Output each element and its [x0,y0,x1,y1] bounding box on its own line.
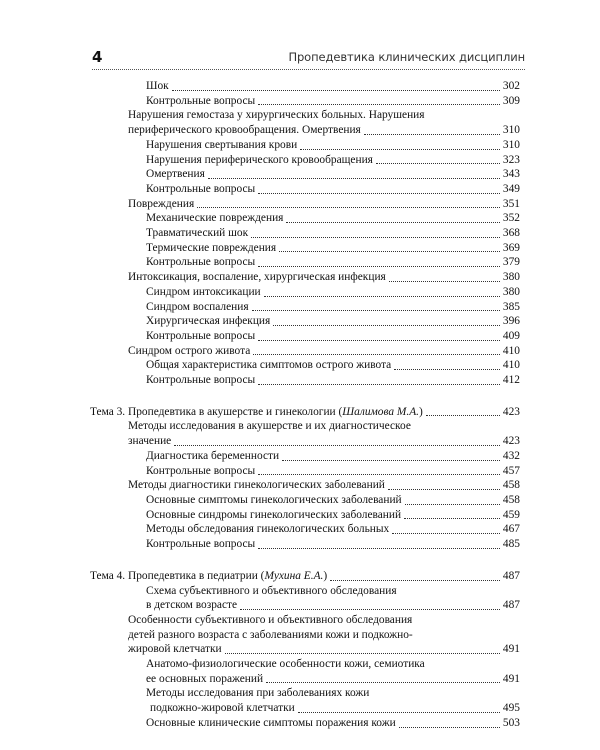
toc-title: Хирургическая инфекция [146,315,271,328]
toc-page: 458 [502,493,520,506]
toc-page: 485 [502,538,520,551]
toc-page: 487 [502,569,520,582]
toc-entry-control-questions[interactable] [90,464,520,479]
toc-entry-inflammation-syndrome[interactable] [90,300,520,315]
toc-title: Общая характеристика симптомов острого живота [146,359,392,372]
toc-page: 459 [502,508,520,521]
toc-page: 349 [502,182,520,195]
dot-leader [258,266,500,267]
toc-title: Основные симптомы гинекологических заболеваний [146,493,402,506]
dot-leader [258,104,500,105]
toc-title: значение [128,435,172,448]
toc-page: 412 [502,374,520,387]
topic-prefix: Тема 3. Пропедевтика в акушерстве и гинекологии ( [90,405,343,418]
dot-leader [389,281,500,282]
topic-author: Мухина Е.А. [264,569,324,582]
dot-leader [388,489,500,490]
toc-page: 458 [502,479,520,492]
dot-leader [266,682,500,683]
table-of-contents [90,79,520,731]
toc-page: 491 [502,643,520,656]
toc-page: 379 [502,256,520,269]
dot-leader [264,296,500,297]
toc-title: Контрольные вопросы [146,182,256,195]
page-number: 4 [92,48,103,66]
dot-leader [240,609,500,610]
toc-entry-hemostasis-line1[interactable]: Нарушения гемостаза у хирургических больных. Нарушения [128,109,425,122]
toc-entry-control-questions[interactable] [90,255,520,270]
toc-entry-thermal-injuries[interactable] [90,241,520,256]
toc-title: Контрольные вопросы [146,256,256,269]
toc-title: Контрольные вопросы [146,464,256,477]
toc-title: Контрольные вопросы [146,94,256,107]
toc-page: 491 [502,672,520,685]
toc-entry-surgical-infection[interactable] [90,314,520,329]
dot-leader [172,90,500,91]
dot-leader [298,712,500,713]
toc-title: Диагностика беременности [146,449,280,462]
topic-suffix: ) [419,405,423,418]
dot-leader [394,369,500,370]
toc-entry-topic-4[interactable] [90,569,520,584]
toc-entry-pregnancy-diagnosis[interactable] [90,449,520,464]
dot-leader [258,548,500,549]
dot-leader [330,580,500,581]
toc-page: 323 [502,153,520,166]
toc-title: жировой клетчатки [128,643,222,656]
toc-page: 343 [502,168,520,181]
dot-leader [392,533,500,534]
toc-entry-acute-abdomen[interactable] [90,344,520,359]
toc-page: 369 [502,241,520,254]
dot-leader [399,727,500,728]
toc-entry-gynecologic-diagnostics[interactable] [90,478,520,493]
toc-title: Контрольные вопросы [146,329,256,342]
dot-leader [208,178,500,179]
toc-title: Интоксикация, воспаление, хирургическая инфекция [128,271,386,284]
toc-title: Механические повреждения [146,212,284,225]
dot-leader [258,193,500,194]
page-header [92,48,525,68]
toc-entry-intoxication[interactable] [90,270,520,285]
toc-entry-exam-features-line1[interactable]: Особенности субъективного и объективного обследования [128,613,413,626]
dot-leader [252,310,500,311]
dot-leader [404,518,500,519]
toc-title: Шок [146,80,169,92]
toc-entry-gynecologic-exam[interactable] [90,522,520,537]
toc-title: Синдром воспаления [146,300,249,313]
toc-page: 380 [502,285,520,298]
dot-leader [174,445,500,446]
toc-entry-blood-coagulation[interactable] [90,138,520,153]
toc-entry-gynecologic-syndromes[interactable] [90,508,520,523]
toc-title: Методы диагностики гинекологических заболеваний [128,479,385,492]
toc-entry-hemostasis[interactable] [90,123,520,138]
dot-leader [258,340,500,341]
section-gap [90,552,520,569]
toc-entry-control-questions[interactable] [90,373,520,388]
toc-title: Контрольные вопросы [146,538,256,551]
toc-title: ее основных поражений [146,672,264,685]
toc-entry-mechanical-injuries[interactable] [90,211,520,226]
dot-leader [426,415,500,416]
dot-leader [282,460,500,461]
toc-page: 410 [502,344,520,357]
toc-entry-topic-3[interactable] [90,405,520,420]
toc-page: 368 [502,227,520,240]
toc-entry-control-questions[interactable] [90,329,520,344]
toc-title: Травматический шок [146,227,249,240]
header-rule [92,69,525,70]
toc-entry-obstetric-methods-line1[interactable]: Методы исследования в акушерстве и их диагностическое [128,420,411,433]
toc-page: 487 [502,599,520,612]
dot-leader [225,653,500,654]
dot-leader [258,384,500,385]
toc-page: 385 [502,300,520,313]
toc-page: 410 [502,359,520,372]
section-gap [90,388,520,405]
toc-entry-shock[interactable] [90,79,520,94]
toc-title: Синдром интоксикации [146,285,261,298]
toc-page: 432 [502,449,520,462]
toc-page: 380 [502,271,520,284]
toc-entry-acute-abdomen-general[interactable] [90,358,520,373]
toc-entry-exam-scheme[interactable] [90,598,520,613]
toc-title [90,569,327,584]
toc-title: Омертвения [146,168,205,181]
toc-page: 351 [502,197,520,210]
dot-leader [251,237,500,238]
toc-entry-control-questions[interactable] [90,537,520,552]
topic-prefix: Тема 4. Пропедевтика в педиатрии ( [90,569,265,582]
dot-leader [273,325,500,326]
toc-page: 310 [502,124,520,137]
toc-title [90,405,423,420]
toc-entry-exam-scheme-line1[interactable]: Схема субъективного и объективного обследования [146,584,397,597]
toc-entry-skin-anatomy[interactable] [90,672,520,687]
toc-page: 495 [502,702,520,715]
toc-entry-control-questions[interactable] [90,182,520,197]
topic-suffix: ) [323,569,328,582]
toc-entry-control-questions[interactable] [90,94,520,109]
toc-entry-necrosis[interactable] [90,167,520,182]
running-title: Пропедевтика клинических дисциплин [288,50,525,64]
toc-page: 457 [502,464,520,477]
toc-title: Основные клинические симптомы поражения кожи [146,716,396,729]
dot-leader [197,207,500,208]
toc-entry-peripheral-circulation[interactable] [90,153,520,168]
toc-page: 467 [502,523,520,536]
toc-entry-skin-methods[interactable] [90,701,520,716]
toc-entry-skin-symptoms[interactable] [90,716,520,731]
dot-leader [286,222,500,223]
toc-page: 409 [502,329,520,342]
toc-entry-obstetric-methods[interactable] [90,434,520,449]
toc-page: 309 [502,94,520,107]
toc-page: 352 [502,212,520,225]
toc-page: 310 [502,138,520,151]
toc-title: Термические повреждения [146,241,277,254]
toc-title: Повреждения [128,197,195,210]
toc-entry-gynecologic-symptoms[interactable] [90,493,520,508]
toc-page: 302 [502,80,520,92]
toc-page: 503 [502,716,520,729]
toc-entry-intoxication-syndrome[interactable] [90,285,520,300]
dot-leader [405,504,500,505]
toc-title: Нарушения периферического кровообращения [146,153,373,166]
toc-page: 423 [502,405,520,418]
toc-entry-exam-features-line2[interactable]: детей разного возраста с заболеваниями кожи и подкожно- [128,628,413,641]
toc-entry-exam-features[interactable] [90,642,520,657]
toc-title: Контрольные вопросы [146,374,256,387]
dot-leader [376,163,500,164]
toc-entry-skin-anatomy-line1[interactable]: Анатомо-физиологические особенности кожи, семиотика [146,658,425,671]
dot-leader [364,134,500,135]
toc-title: Синдром острого живота [128,344,251,357]
toc-title: периферического кровообращения. Омертвения [128,124,361,137]
toc-page: 423 [502,435,520,448]
toc-title: Методы обследования гинекологических больных [146,523,390,536]
dot-leader [253,354,500,355]
dot-leader [279,251,500,252]
dot-leader [300,149,500,150]
topic-author: Шалимова М.А. [342,405,420,418]
toc-entry-skin-methods-line1[interactable]: Методы исследования при заболеваниях кожи [146,687,370,700]
toc-title: подкожно-жировой клетчатки [150,702,295,715]
toc-title: в детском возрасте [146,599,238,612]
toc-title: Нарушения свертывания крови [146,138,298,151]
dot-leader [258,474,500,475]
toc-page: 396 [502,315,520,328]
toc-title: Основные синдромы гинекологических заболеваний [146,508,402,521]
toc-entry-traumatic-shock[interactable] [90,226,520,241]
toc-entry-injuries[interactable] [90,197,520,212]
